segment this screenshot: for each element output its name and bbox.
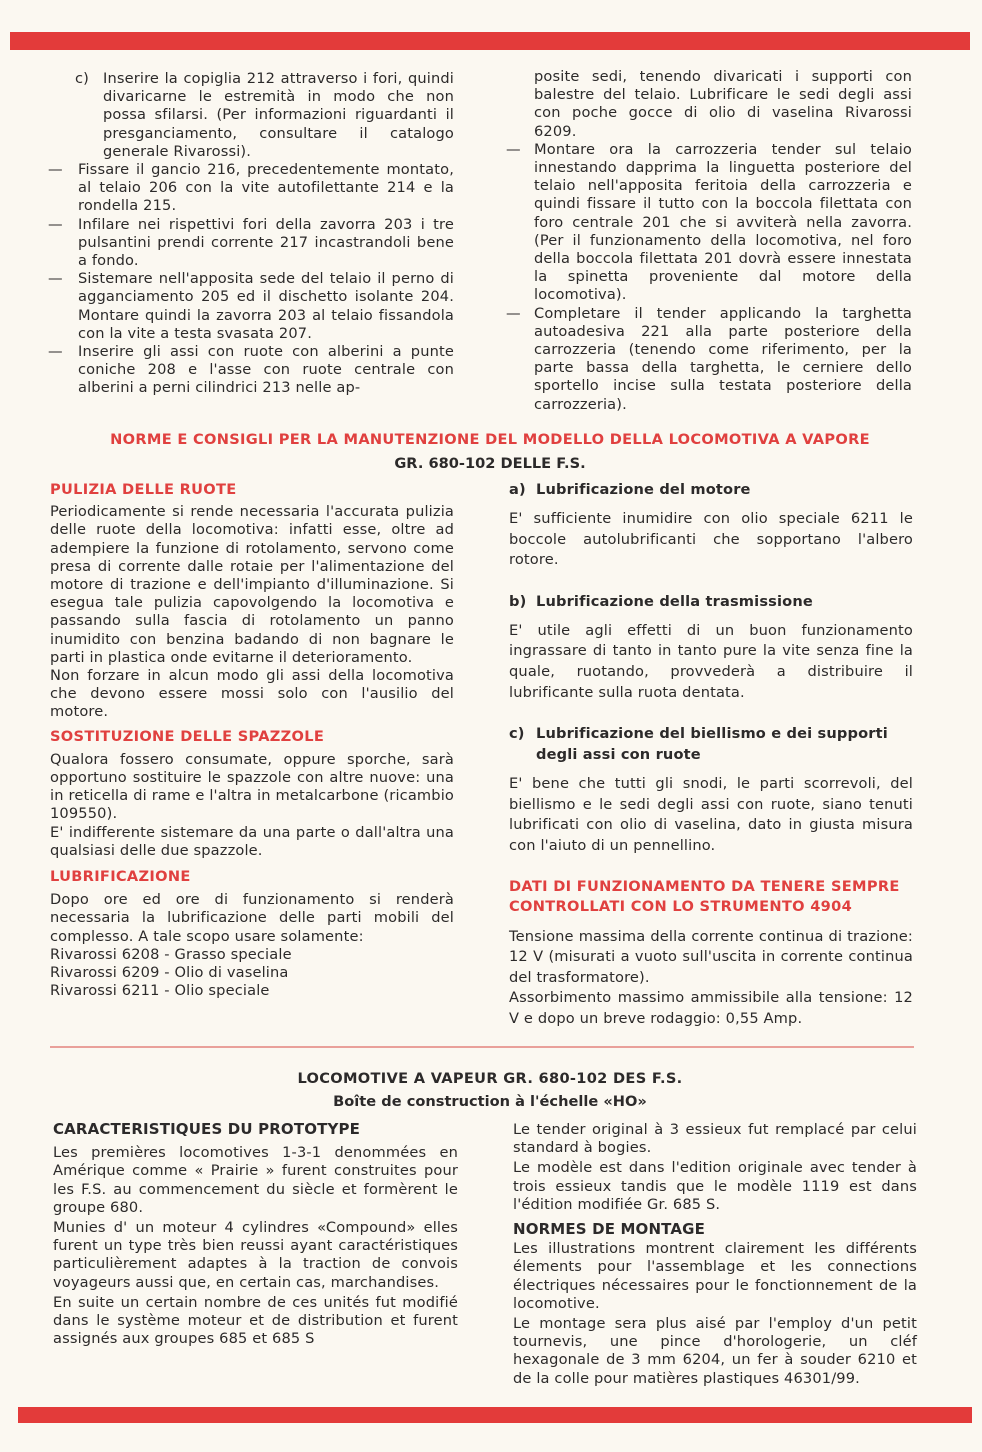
data-heading bbox=[509, 877, 913, 917]
assembly-right-column bbox=[506, 68, 912, 414]
dash-marker: — bbox=[48, 270, 63, 288]
brushes-text: Qualora fossero consumate, oppure sporche, sarà opportuno sostituire le spazzole con altre nuove: una in reticella di rame e l'altra in metalcarbone (ricambio 109550). bbox=[50, 750, 454, 823]
data-text: Tensione massima della corrente continua di trazione: 12 V (misurati a vuoto sull'uscita in corrente continua del trasformatore). bbox=[509, 927, 913, 986]
top-red-band bbox=[10, 32, 970, 50]
subsection-marker: c) bbox=[509, 725, 525, 743]
step-marker: c) bbox=[75, 70, 90, 87]
section-divider bbox=[50, 1046, 914, 1048]
subsection-title bbox=[536, 723, 888, 765]
bullet-text: Fissare il gancio 216, precedentemente montato, al telaio 206 con la vite autofilettante 214 e la rondella 215. bbox=[78, 161, 454, 215]
data-heading-line1: DATI DI FUNZIONAMENTO DA TENERE SEMPRE bbox=[509, 877, 900, 895]
wheels-text: Periodicamente si rende necessaria l'accurata pulizia delle ruote della locomotiva: infatti esse, oltre ad adempiere la funzione di rotolamento, servono come presa di corrente dalle rotaie per l'alimentazione del motore di trazione e dell'impianto d'illuminazione. Si esegua tale pulizia capovolgendo la locomotiva e passando sulla fascia di rotolamento un panno inumidito con benzina badando di non bagnare le parti in plastica onde evitarne il deterioramento. bbox=[50, 503, 454, 666]
assembly-step-c bbox=[75, 70, 454, 161]
dash-marker: — bbox=[506, 304, 521, 322]
section-heading: NORMES DE MONTAGE bbox=[513, 1220, 705, 1239]
subsection-title: Lubrificazione del motore bbox=[536, 481, 751, 498]
prototype-text: Munies d' un moteur 4 cylindres «Compound» elles furent un type très bien reussi ayant caractéristiques particulièrement adaptes à la traction de convois voyageurs aussi que, en certain cas, marchandises. bbox=[53, 1219, 458, 1291]
subsection-heading bbox=[509, 723, 913, 765]
maintenance-left-column bbox=[50, 481, 454, 1000]
prototype-text: Les premières locomotives 1-3-1 denommées en Amérique comme « Prairie » furent construites pour les F.S. au commencement du siècle et formèrent le groupe 680. bbox=[53, 1144, 458, 1216]
french-right-column bbox=[513, 1121, 917, 1388]
section-heading: SOSTITUZIONE DELLE SPAZZOLE bbox=[50, 727, 325, 745]
maintenance-right-column bbox=[509, 479, 913, 1030]
bullet-text: Completare il tender applicando la targhetta autoadesiva 221 alla parte posteriore della carrozzeria (tenendo come riferimento, per la parte bassa della targhetta, le cerniere dello sportello incise sulla testata posteriore della carrozzeria). bbox=[534, 304, 912, 413]
brushes-text: E' indifferente sistemare da una parte o dall'altra una qualsiasi delle due spazzole. bbox=[50, 823, 454, 859]
bullet-text: Sistemare nell'apposita sede del telaio il perno di agganciamento 205 ed il dischetto isolante 204. Montare quindi la zavorra 203 al telaio fissandola con la vite a testa svasata 207. bbox=[78, 270, 454, 342]
transmission-lub-text: E' utile agli effetti di un buon funzionamento ingrassare di tanto in tanto pure la vite senza fine la quale, ruotando, provvederà a distribuire il lubrificante sulla ruota dentata. bbox=[509, 621, 913, 701]
section-heading: PULIZIA DELLE RUOTE bbox=[50, 481, 237, 498]
maintenance-title-line2: GR. 680-102 DELLE F.S. bbox=[394, 455, 586, 472]
subsection-title-line1: Lubrificazione del biellismo e dei supporti bbox=[536, 725, 888, 743]
bullet-text: Inserire gli assi con ruote con alberini a punte coniche 208 e l'asse con ruote centrale con alberini a perni cilindrici 213 nelle ap- bbox=[78, 343, 454, 397]
subsection-heading bbox=[509, 479, 913, 500]
section-heading: CARACTERISTIQUES DU PROTOTYPE bbox=[53, 1120, 361, 1138]
assembly-bullet bbox=[506, 141, 912, 305]
dash-marker: — bbox=[48, 161, 63, 179]
montage-text: Le montage sera plus aisé par l'employ d'un petit tournevis, une pince d'horologerie, un cléf hexagonale de 3 mm 6204, un fer à souder 6210 et de la colle pour matières plastiques 46301/99. bbox=[513, 1315, 917, 1387]
lubrication-text: Dopo ore ed ore di funzionamento si renderà necessaria la lubrificazione delle parti mobili del complesso. A tale scopo usare solamente: bbox=[50, 891, 454, 945]
subsection-marker: a) bbox=[509, 481, 526, 498]
subsection-title-line2: degli assi con ruote bbox=[536, 746, 701, 764]
french-title: LOCOMOTIVE A VAPEUR GR. 680-102 DES F.S. bbox=[297, 1070, 683, 1087]
lubricant-list-item: Rivarossi 6211 - Olio speciale bbox=[50, 982, 270, 1000]
lubricant-list-item: Rivarossi 6209 - Olio di vaselina bbox=[50, 964, 289, 982]
bullet-text: Montare ora la carrozzeria tender sul telaio innestando dapprima la linguetta posteriore del telaio nell'apposita feritoia della carrozzeria e quindi fissare il tutto con la boccola filettata con foro centrale 201 che si avviterà nella zavorra. (Per il funzionamento della locomotiva, nel foro della boccola filettata 201 dovrà essere innestata la spinetta proveniente dal motore della locomotiva). bbox=[534, 140, 912, 304]
bullet-text: Infilare nei rispettivi fori della zavorra 203 i tre pulsantini prendi corrente 217 incastrandoli bene a fondo. bbox=[78, 215, 454, 270]
subsection-title: Lubrificazione della trasmissione bbox=[536, 592, 813, 610]
continuation-text: posite sedi, tenendo divaricati i supporti con balestre del telaio. Lubrificare le sedi degli assi con poche gocce di olio di vaselina Rivarossi 6209. bbox=[534, 68, 912, 140]
data-text: Assorbimento massimo ammissibile alla tensione: 12 V e dopo un breve rodaggio: 0,55 Amp. bbox=[509, 989, 913, 1027]
linkage-lub-text: E' bene che tutti gli snodi, le parti scorrevoli, del biellismo e le sedi degli assi con ruote, siano tenuti lubrificati con olio di vaselina, dato in giusta misura con l'aiuto di un pennellino. bbox=[509, 775, 913, 854]
subsection-heading bbox=[509, 591, 913, 612]
dash-marker: — bbox=[48, 215, 63, 233]
lubricant-list-item: Rivarossi 6208 - Grasso speciale bbox=[50, 945, 292, 963]
step-text: Inserire la copiglia 212 attraverso i fori, quindi divaricarne le estremità in modo che non possa sfilarsi. (Per informazioni riguardanti il presganciamento, consultare il catalogo generale Rivarossi). bbox=[103, 70, 454, 160]
model-text: Le modèle est dans l'edition originale avec tender à trois essieux tandis que le modèle 1119 est dans l'édition modifiée Gr. 685 S. bbox=[513, 1159, 917, 1213]
dash-marker: — bbox=[48, 343, 63, 361]
montage-text: Les illustrations montrent clairement les différents élements pour l'assemblage et les connections électriques nécessaires pour le fonctionnement de la locomotive. bbox=[513, 1240, 917, 1312]
assembly-bullet bbox=[48, 216, 454, 271]
french-left-column bbox=[53, 1120, 458, 1348]
french-subtitle: Boîte de construction à l'échelle «HO» bbox=[333, 1093, 647, 1110]
assembly-bullet bbox=[48, 161, 454, 216]
wheels-text: Non forzare in alcun modo gli assi della locomotiva che devono essere mossi solo con l'ausilio del motore. bbox=[50, 667, 454, 721]
section-heading: LUBRIFICAZIONE bbox=[50, 868, 191, 886]
assembly-bullet bbox=[506, 305, 912, 414]
dash-marker: — bbox=[506, 140, 521, 158]
data-heading-line2: CONTROLLATI CON LO STRUMENTO 4904 bbox=[509, 897, 853, 915]
subsection-marker: b) bbox=[509, 592, 527, 610]
assembly-bullet bbox=[48, 343, 454, 398]
assembly-left-column bbox=[48, 70, 454, 398]
bottom-red-band bbox=[18, 1407, 972, 1423]
maintenance-title: NORME E CONSIGLI PER LA MANUTENZIONE DEL MODELLO DELLA LOCOMOTIVA A VAPORE bbox=[110, 431, 870, 448]
tender-text: Le tender original à 3 essieux fut remplacé par celui standard à bogies. bbox=[513, 1121, 917, 1157]
prototype-text: En suite un certain nombre de ces unités fut modifié dans le système moteur et de distribution et furent assignés aux groupes 685 et 685 S bbox=[53, 1293, 458, 1348]
motor-lub-text: E' sufficiente inumidire con olio speciale 6211 le boccole autolubrificanti che sopportano l'albero rotore. bbox=[509, 510, 913, 569]
assembly-bullet bbox=[48, 270, 454, 343]
